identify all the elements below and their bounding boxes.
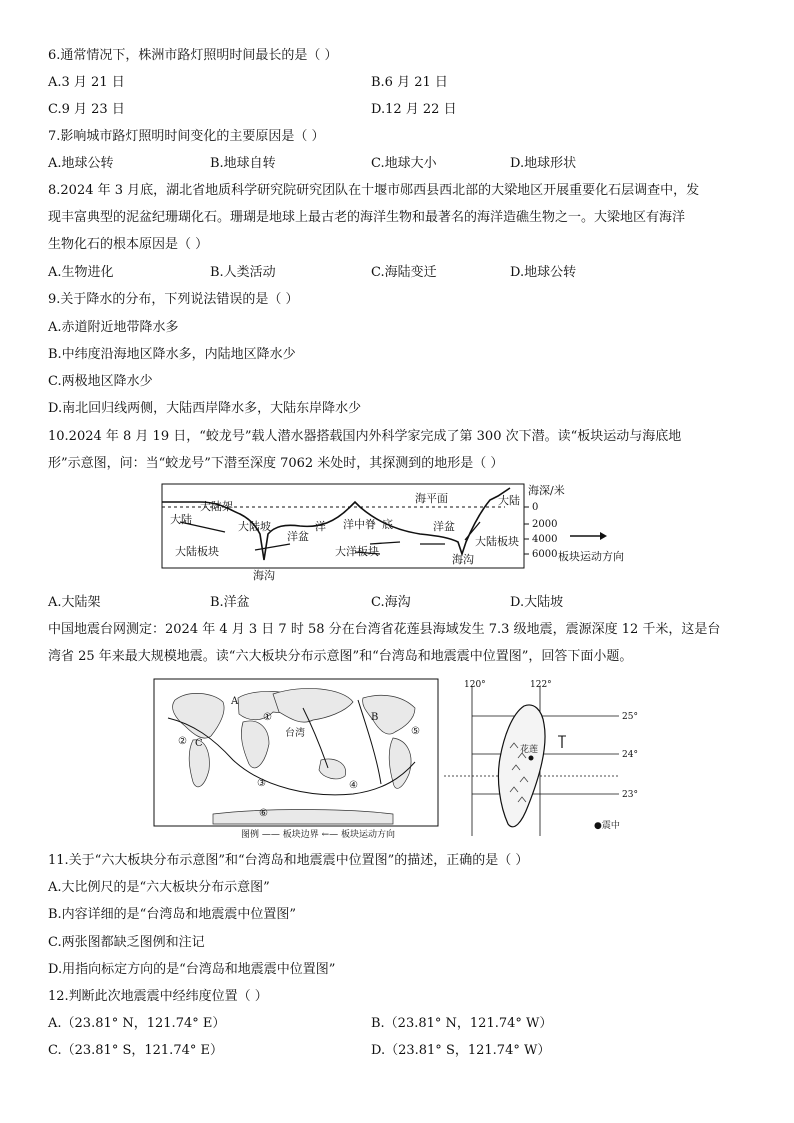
lon-122-label: 122° (530, 680, 552, 690)
plate-seafloor-diagram (160, 482, 635, 582)
q10-option-c[interactable]: C.海沟 (371, 595, 411, 610)
q10-stem-line1: 10.2024 年 8 月 19 日，“蛟龙号”载人潜水器搭载国内外科学家完成了第 300 次下潜。读“板块运动与海底地 (48, 429, 682, 444)
q11-option-a[interactable]: A.大比例尺的是“六大板块分布示意图” (48, 880, 270, 895)
q7-stem: 7.影响城市路灯照明时间变化的主要原因是（ ） (48, 129, 325, 144)
plate-6-label: ⑥ (259, 808, 268, 819)
depth-scale-title: 海深/米 (528, 484, 565, 497)
q12-stem: 12.判断此次地震震中经纬度位置（ ） (48, 989, 268, 1004)
q9-option-b[interactable]: B.中纬度沿海地区降水多，内陆地区降水少 (48, 347, 296, 362)
lat-25-label: 25° (622, 712, 638, 722)
plate-4-label: ④ (349, 780, 358, 791)
label-continent-right: 大陆 (498, 494, 520, 507)
q6-stem: 6.通常情况下，株洲市路灯照明时间最长的是（ ） (48, 48, 338, 63)
q11-option-b[interactable]: B.内容详细的是“台湾岛和地震震中位置图” (48, 907, 296, 922)
label-plate-continent-right: 大陆板块 (475, 535, 519, 548)
map-label-a: A (231, 696, 239, 707)
map-label-c: C (195, 738, 203, 749)
label-mid-ocean-ridge: 洋中脊 (343, 518, 376, 531)
lat-23-label: 23° (622, 790, 638, 800)
passage-line1: 中国地震台网测定：2024 年 4 月 3 日 7 时 58 分在台湾省花莲县海域发生 7.3 级地震，震源深度 12 千米，这是台 (48, 622, 721, 637)
world-map-legend: 图例 —— 板块边界 ←— 板块运动方向 (241, 830, 395, 840)
depth-tick-2000: 2000 (532, 519, 558, 530)
legend-plate-motion-label: 板块运动方向 (558, 550, 624, 563)
label-continental-slope: 大陆坡 (238, 520, 271, 533)
epicenter-legend: ●震中 (594, 821, 620, 831)
q8-option-a[interactable]: A.生物进化 (48, 265, 114, 280)
q12-option-b[interactable]: B.（23.81° N，121.74° W） (371, 1016, 553, 1031)
hualien-label: 花莲 (520, 745, 539, 755)
label-basin-left: 洋盆 (287, 530, 309, 543)
q8-stem-line2: 现丰富典型的泥盆纪珊瑚化石。珊瑚是地球上最古老的海洋生物和最著名的海洋造礁生物之一。大梁地区有海洋 (48, 210, 686, 225)
hualien-city-dot (529, 756, 534, 761)
label-plate-continent-left: 大陆板块 (175, 545, 219, 558)
plate-5-label: ⑤ (411, 726, 420, 737)
depth-tick-0: 0 (532, 502, 539, 513)
depth-tick-4000: 4000 (532, 534, 558, 545)
q11-option-c[interactable]: C.两张图都缺乏图例和注记 (48, 935, 205, 950)
q9-option-d[interactable]: D.南北回归线两侧，大陆西岸降水多，大陆东岸降水少 (48, 401, 362, 416)
label-sea-surface: 海平面 (415, 492, 448, 505)
q9-stem: 9.关于降水的分布，下列说法错误的是（ ） (48, 292, 299, 307)
q10-option-b[interactable]: B.洋盆 (210, 595, 250, 610)
taiwan-label: 台湾 (285, 728, 305, 739)
q8-stem-line1: 8.2024 年 3 月底，湖北省地质科学研究院研究团队在十堰市郧西县西北部的大梁地区开展重要化石层调查中，发 (48, 183, 700, 198)
depth-scale-ticks (524, 507, 529, 554)
q9-option-c[interactable]: C.两极地区降水少 (48, 374, 153, 389)
q8-option-d[interactable]: D.地球公转 (510, 265, 577, 280)
q11-option-d[interactable]: D.用指向标定方向的是“台湾岛和地震震中位置图” (48, 962, 336, 977)
q7-option-d[interactable]: D.地球形状 (510, 156, 577, 171)
q6-option-d[interactable]: D.12 月 22 日 (371, 102, 457, 117)
label-trench-right: 海沟 (452, 553, 474, 566)
q6-option-c[interactable]: C.9 月 23 日 (48, 102, 125, 117)
q8-stem-line3: 生物化石的根本原因是（ ） (48, 237, 209, 252)
q9-option-a[interactable]: A.赤道附近地带降水多 (48, 320, 179, 335)
six-plates-map (153, 678, 439, 841)
plate-1-label: ① (263, 712, 272, 723)
lon-120-label: 120° (464, 680, 486, 690)
q10-stem-line2: 形”示意图，问：当“蛟龙号”下潜至深度 7062 米处时，其探测到的地形是（ ） (48, 456, 504, 471)
q10-option-a[interactable]: A.大陆架 (48, 595, 101, 610)
q8-option-c[interactable]: C.海陆变迁 (371, 265, 437, 280)
q11-stem: 11.关于“六大板块分布示意图”和“台湾岛和地震震中位置图”的描述，正确的是（ ） (48, 853, 529, 868)
q8-option-b[interactable]: B.人类活动 (210, 265, 276, 280)
depth-tick-6000: 6000 (532, 549, 558, 560)
label-continental-shelf: 大陆架 (200, 500, 233, 513)
plate-3-label: ③ (257, 778, 266, 789)
taiwan-epicenter-map (444, 676, 638, 844)
legend-arrow (570, 532, 607, 540)
passage-line2: 湾省 25 年来最大规模地震。读“六大板块分布示意图”和“台湾岛和地震震中位置图”，回答下面小题。 (48, 649, 633, 664)
q12-option-c[interactable]: C.（23.81° S，121.74° E） (48, 1043, 223, 1058)
label-basin-right: 洋盆 (433, 520, 455, 533)
q7-option-a[interactable]: A.地球公转 (48, 156, 114, 171)
north-arrow-icon (558, 736, 566, 748)
label-bottom-word: 底 (382, 518, 393, 531)
label-plate-ocean: 大洋板块 (335, 545, 379, 558)
q6-option-a[interactable]: A.3 月 21 日 (48, 75, 125, 90)
q7-option-c[interactable]: C.地球大小 (371, 156, 437, 171)
q6-option-b[interactable]: B.6 月 21 日 (371, 75, 448, 90)
label-trench-left: 海沟 (253, 569, 275, 582)
q12-option-d[interactable]: D.（23.81° S，121.74° W） (371, 1043, 551, 1058)
q7-option-b[interactable]: B.地球自转 (210, 156, 276, 171)
lat-24-label: 24° (622, 750, 638, 760)
map-label-b: B (371, 712, 379, 723)
q12-option-a[interactable]: A.（23.81° N，121.74° E） (48, 1016, 226, 1031)
taiwan-island (498, 705, 545, 827)
label-continent-left: 大陆 (170, 513, 192, 526)
label-ocean-word: 洋 (315, 520, 326, 533)
plate-2-label: ② (178, 736, 187, 747)
q10-option-d[interactable]: D.大陆坡 (510, 595, 564, 610)
